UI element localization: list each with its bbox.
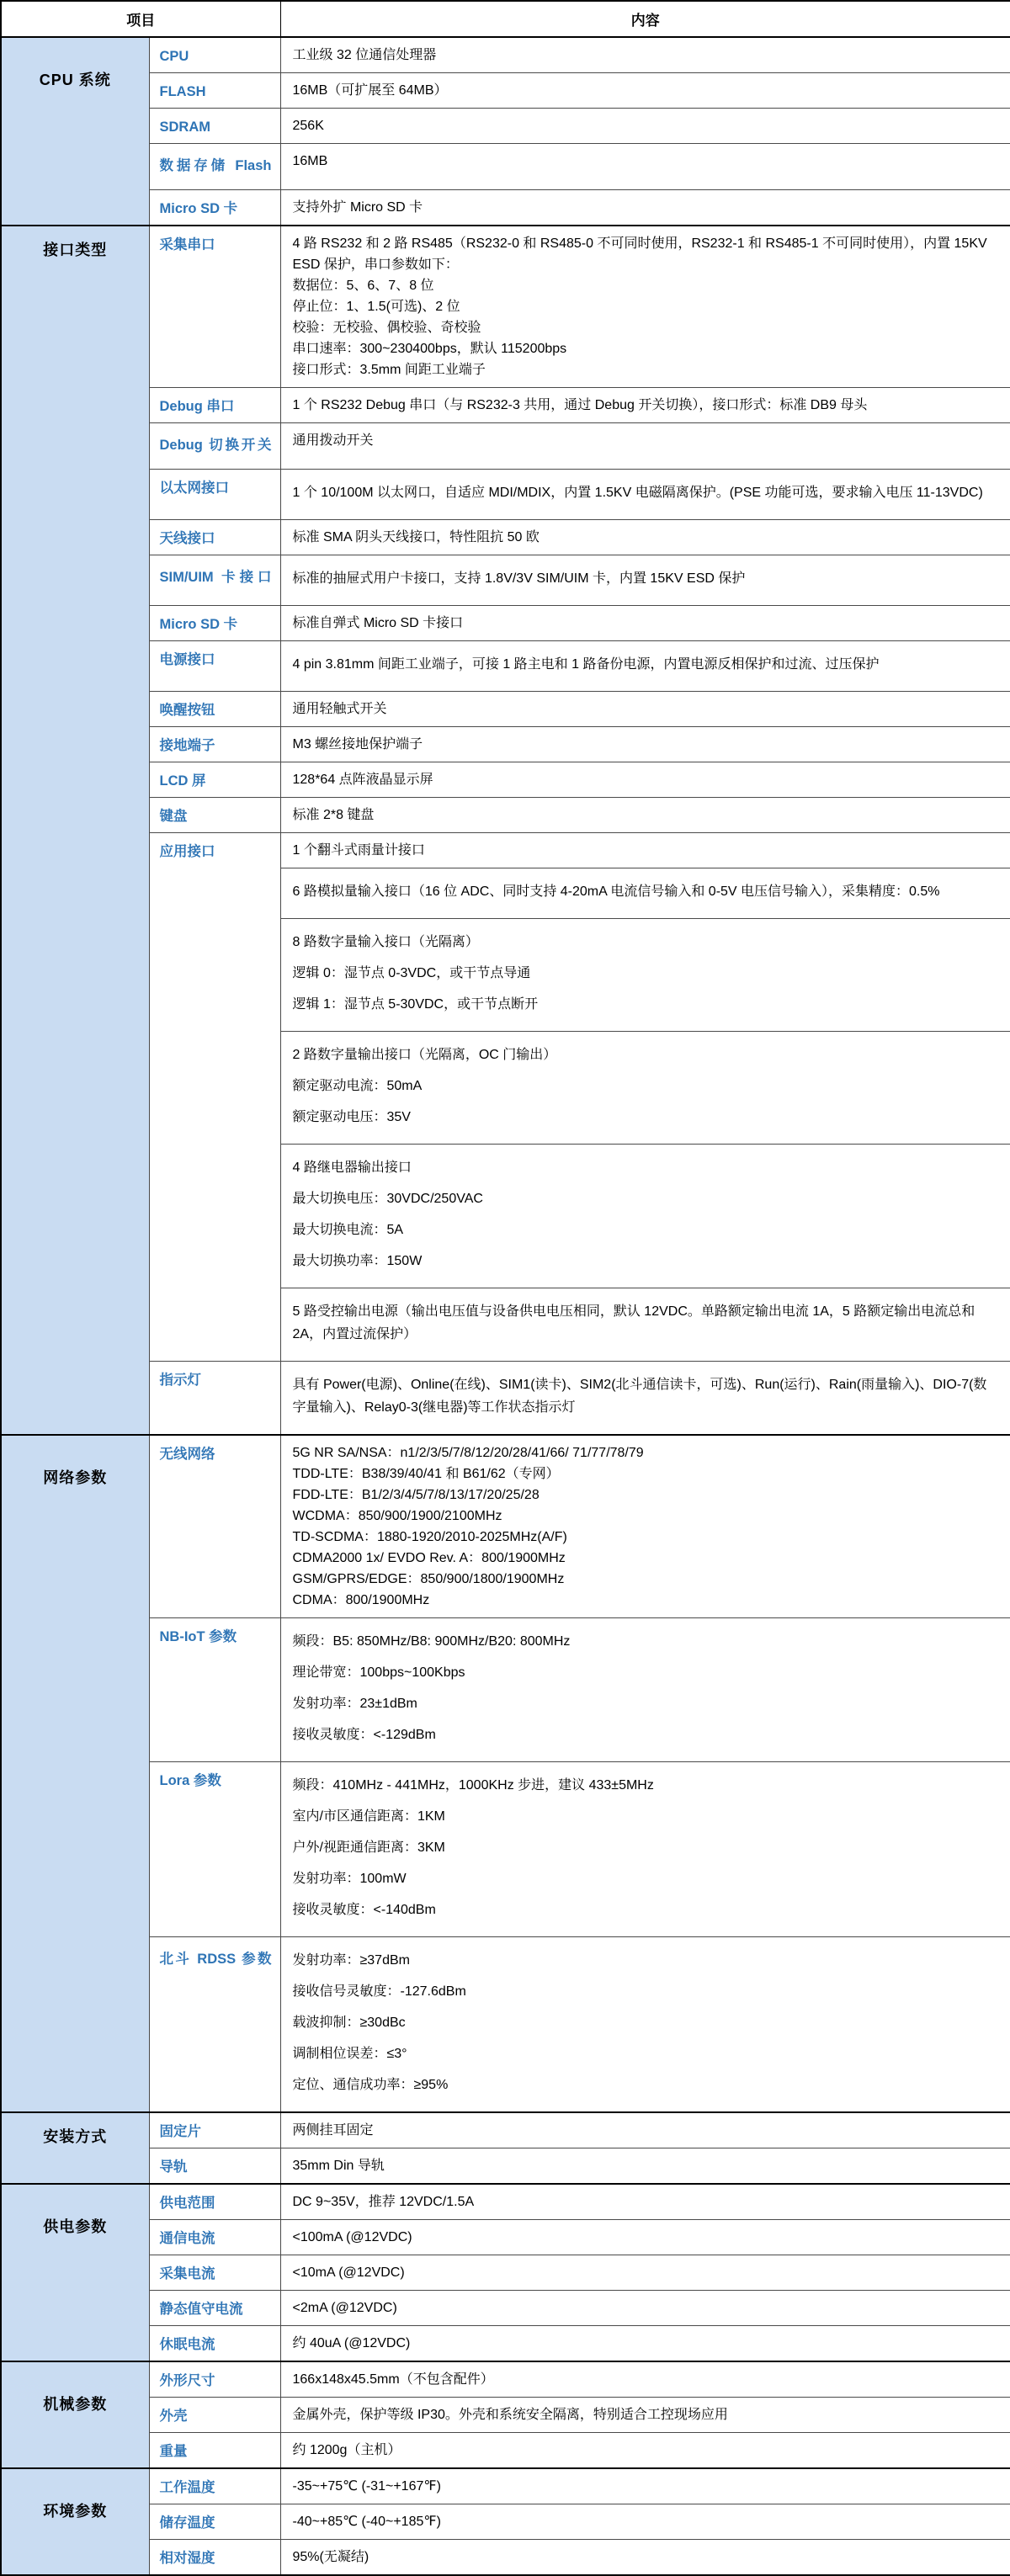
category-cell: 环境参数 [1,2468,149,2575]
content-cell [280,470,1010,520]
header-item-column: 项目 [1,1,280,37]
category-cell: 网络参数 [1,1435,149,2112]
content-cell [280,2326,1010,2362]
item-cell: SDRAM [149,109,280,144]
content-line: 停止位：1、1.5(可选)、2 位 [292,300,460,314]
spec-row [1,2291,1010,2326]
spec-row [1,727,1010,762]
content-line: 校验：无校验、偶校验、奇校验 [292,321,481,335]
content-line: 16MB（可扩展至 64MB） [292,83,448,98]
content-line: 调制相位误差：≤3° [292,2047,407,2061]
content-line: 接收信号灵敏度：-127.6dBm [292,1984,466,1999]
spec-row [1,2433,1010,2469]
content-line: TDD-LTE：B38/39/40/41 和 B61/62（专网） [292,1467,560,1481]
content-line: 接收灵敏度：<-140dBm [292,1903,436,1917]
item-cell: 采集电流 [149,2255,280,2291]
content-cell [280,2184,1010,2220]
content-line: 16MB [292,154,328,168]
spec-row [1,2112,1010,2148]
content-cell [280,2504,1010,2540]
spec-row [1,2361,1010,2398]
content-cell [280,2220,1010,2255]
content-line: 35mm Din 导轨 [292,2159,385,2173]
content-line: 约 1200g（主机） [292,2443,401,2457]
spec-row [1,1362,1010,1436]
item-cell: Debug 切换开关 [149,423,280,470]
item-cell: 通信电流 [149,2220,280,2255]
item-cell: 天线接口 [149,520,280,555]
content-cell [280,2398,1010,2433]
spec-header-row [1,1,1010,37]
content-cell [280,1362,1010,1436]
content-line: 5G NR SA/NSA：n1/2/3/5/7/8/12/20/28/41/66/ 71/77/78/79 [292,1446,644,1460]
category-cell: 安装方式 [1,2112,149,2184]
content-line: 定位、通信成功率：≥95% [292,2078,449,2092]
item-cell: NB-IoT 参数 [149,1618,280,1762]
content-cell [280,1435,1010,1618]
content-line: 8 路数字量输入接口（光隔离） [292,935,479,949]
header-content-column: 内容 [280,1,1010,37]
item-cell: 采集串口 [149,226,280,388]
content-line: 室内/市区通信距离：1KM [292,1809,445,1824]
content-line: 逻辑 1：湿节点 5-30VDC，或干节点断开 [292,997,539,1012]
content-cell [280,919,1010,1032]
content-line: 标准 SMA 阴头天线接口，特性阻抗 50 欧 [292,530,540,544]
content-line: 理论带宽：100bps~100Kbps [292,1665,465,1680]
content-line: 最大切换电流：5A [292,1223,404,1237]
content-line: 串口速率：300~230400bps，默认 115200bps [292,342,567,356]
content-line: DC 9~35V，推荐 12VDC/1.5A [292,2195,475,2209]
content-cell [280,1937,1010,2113]
spec-row [1,37,1010,73]
content-line: <100mA (@12VDC) [292,2230,412,2244]
content-line: WCDMA：850/900/1900/2100MHz [292,1509,502,1523]
content-cell [280,606,1010,641]
spec-row [1,555,1010,606]
content-line: 1 个 10/100M 以太网口，自适应 MDI/MDIX，内置 1.5KV 电磁隔离保护。(PSE 功能可选，要求输入电压 11-13VDC) [292,486,983,500]
item-cell: 导轨 [149,2148,280,2185]
spec-row [1,2184,1010,2220]
spec-row [1,144,1010,190]
item-cell: Debug 串口 [149,388,280,423]
item-cell: Micro SD 卡 [149,190,280,226]
spec-row [1,190,1010,226]
spec-row [1,423,1010,470]
content-line: 95%(无凝结) [292,2550,369,2564]
content-cell [280,2361,1010,2398]
spec-row [1,109,1010,144]
content-line: 发射功率：100mW [292,1872,407,1886]
content-line: 接收灵敏度：<-129dBm [292,1728,436,1742]
spec-row [1,2398,1010,2433]
item-cell: 键盘 [149,798,280,833]
item-cell: 相对湿度 [149,2540,280,2576]
content-line: 逻辑 0：湿节点 0-3VDC，或干节点导通 [292,966,531,980]
spec-row [1,798,1010,833]
content-cell [280,388,1010,423]
spec-row [1,73,1010,109]
content-line: 128*64 点阵液晶显示屏 [292,773,433,787]
content-cell [280,641,1010,692]
item-cell: 以太网接口 [149,470,280,520]
content-line: 金属外壳，保护等级 IP30。外壳和系统安全隔离，特别适合工控现场应用 [292,2408,728,2422]
spec-row [1,606,1010,641]
category-cell: 供电参数 [1,2184,149,2361]
content-line: M3 螺丝接地保护端子 [292,737,423,752]
item-cell: Lora 参数 [149,1762,280,1937]
item-cell: 接地端子 [149,727,280,762]
content-line: CDMA2000 1x/ EVDO Rev. A：800/1900MHz [292,1551,566,1565]
item-cell: 储存温度 [149,2504,280,2540]
item-cell: 供电范围 [149,2184,280,2220]
content-line: 频段：B5: 850MHz/B8: 900MHz/B20: 800MHz [292,1634,571,1649]
content-cell [280,868,1010,919]
spec-row [1,520,1010,555]
content-line: 256K [292,119,324,133]
content-line: 发射功率：23±1dBm [292,1697,417,1711]
content-cell [280,727,1010,762]
spec-row [1,1937,1010,2113]
content-line: 工业级 32 位通信处理器 [292,48,437,62]
content-cell [280,692,1010,727]
content-cell [280,762,1010,798]
item-cell: FLASH [149,73,280,109]
item-cell: 应用接口 [149,833,280,1362]
content-line: 具有 Power(电源)、Online(在线)、SIM1(读卡)、SIM2(北斗通信读卡，可选)、Run(运行)、Rain(雨量输入)、DIO-7(数字量输入)、Relay0-3(继电器)等工作状态指示灯 [292,1378,987,1415]
content-line: 2 路数字量输出接口（光隔离，OC 门输出） [292,1048,557,1062]
content-line: 额定驱动电压：35V [292,1110,411,1124]
content-line: 约 40uA (@12VDC) [292,2336,411,2350]
spec-row [1,2504,1010,2540]
item-cell: 工作温度 [149,2468,280,2504]
content-line: -40~+85℃ (-40~+185℉) [292,2515,441,2529]
spec-row [1,2148,1010,2185]
content-line: 166x148x45.5mm（不包含配件） [292,2372,494,2387]
item-cell: 指示灯 [149,1362,280,1436]
spec-row [1,226,1010,388]
content-cell [280,2540,1010,2576]
content-line: 1 个 RS232 Debug 串口（与 RS232-3 共用，通过 Debug 开关切换），接口形式：标准 DB9 母头 [292,398,868,412]
spec-row [1,2220,1010,2255]
category-cell: CPU 系统 [1,37,149,226]
spec-row [1,1762,1010,1937]
item-cell: 固定片 [149,2112,280,2148]
content-line: <10mA (@12VDC) [292,2265,405,2280]
content-cell [280,1762,1010,1937]
item-cell: 静态值守电流 [149,2291,280,2326]
category-cell: 机械参数 [1,2361,149,2468]
spec-row [1,692,1010,727]
content-cell [280,2112,1010,2148]
content-cell [280,1618,1010,1762]
content-line: 载波抑制：≥30dBc [292,2016,406,2030]
category-cell: 接口类型 [1,226,149,1435]
spec-row [1,388,1010,423]
content-cell [280,73,1010,109]
content-cell [280,2468,1010,2504]
content-cell [280,37,1010,73]
spec-row [1,470,1010,520]
content-line: 标准自弹式 Micro SD 卡接口 [292,616,464,630]
content-line: GSM/GPRS/EDGE：850/900/1800/1900MHz [292,1572,565,1586]
spec-row [1,641,1010,692]
item-cell: 唤醒按钮 [149,692,280,727]
item-cell: CPU [149,37,280,73]
content-line: 4 pin 3.81mm 间距工业端子，可接 1 路主电和 1 路备份电源，内置电源反相保护和过流、过压保护 [292,657,880,672]
content-line: 最大切换电压：30VDC/250VAC [292,1192,483,1206]
content-line: 额定驱动电流：50mA [292,1079,423,1093]
content-line: 频段：410MHz - 441MHz，1000KHz 步进，建议 433±5MHz [292,1778,654,1793]
content-cell [280,226,1010,388]
content-line: 支持外扩 Micro SD 卡 [292,200,423,215]
item-cell: Micro SD 卡 [149,606,280,641]
item-cell: 电源接口 [149,641,280,692]
content-line: 1 个翻斗式雨量计接口 [292,843,425,858]
content-cell [280,798,1010,833]
content-line: 标准 2*8 键盘 [292,808,375,822]
content-cell [280,190,1010,226]
item-cell: 数据存储 Flash [149,144,280,190]
spec-table-body [1,37,1010,2575]
content-cell [280,144,1010,190]
content-line: 4 路 RS232 和 2 路 RS485（RS232-0 和 RS485-0 不可同时使用，RS232-1 和 RS485-1 不可同时使用），内置 15KV ESD 保护，串口参数如下： [292,236,987,272]
spec-row [1,2326,1010,2362]
item-cell: 外形尺寸 [149,2361,280,2398]
content-line: 4 路继电器输出接口 [292,1161,412,1175]
item-cell: 休眠电流 [149,2326,280,2362]
content-line: 通用拨动开关 [292,433,374,448]
spec-row [1,1618,1010,1762]
content-line: 接口形式：3.5mm 间距工业端子 [292,363,486,377]
content-cell [280,833,1010,868]
item-cell: 无线网络 [149,1435,280,1618]
content-line: 5 路受控输出电源（输出电压值与设备供电电压相同，默认 12VDC。单路额定输出电流 1A，5 路额定输出电流总和 2A，内置过流保护） [292,1304,975,1341]
content-cell [280,2148,1010,2185]
content-line: FDD-LTE：B1/2/3/4/5/7/8/13/17/20/25/28 [292,1488,540,1502]
content-cell [280,1288,1010,1362]
content-line: <2mA (@12VDC) [292,2301,397,2315]
content-line: 两侧挂耳固定 [292,2123,374,2138]
content-cell [280,1032,1010,1145]
item-cell: LCD 屏 [149,762,280,798]
spec-row [1,833,1010,868]
item-cell: 外壳 [149,2398,280,2433]
content-cell [280,423,1010,470]
content-cell [280,555,1010,606]
item-cell: 北斗 RDSS 参数 [149,1937,280,2113]
spec-row [1,2255,1010,2291]
content-cell [280,2255,1010,2291]
item-cell: SIM/UIM 卡接口 [149,555,280,606]
item-cell: 重量 [149,2433,280,2469]
spec-row [1,762,1010,798]
content-cell [280,2291,1010,2326]
spec-row [1,2540,1010,2576]
content-line: 数据位：5、6、7、8 位 [292,279,434,293]
content-cell [280,520,1010,555]
content-line: 户外/视距通信距离：3KM [292,1840,445,1855]
content-line: 通用轻触式开关 [292,702,387,716]
spec-row [1,2468,1010,2504]
content-line: -35~+75℃ (-31~+167℉) [292,2479,441,2494]
content-line: 最大切换功率：150W [292,1254,423,1268]
content-cell [280,1145,1010,1288]
content-line: 标准的抽屉式用户卡接口，支持 1.8V/3V SIM/UIM 卡，内置 15KV ESD 保护 [292,571,746,586]
content-line: TD-SCDMA：1880-1920/2010-2025MHz(A/F) [292,1530,567,1544]
spec-row [1,1435,1010,1618]
content-cell [280,2433,1010,2469]
content-cell [280,109,1010,144]
content-line: 发射功率：≥37dBm [292,1953,410,1968]
content-line: 6 路模拟量输入接口（16 位 ADC、同时支持 4-20mA 电流信号输入和 0-5V 电压信号输入），采集精度：0.5% [292,884,940,899]
content-line: CDMA：800/1900MHz [292,1593,430,1607]
